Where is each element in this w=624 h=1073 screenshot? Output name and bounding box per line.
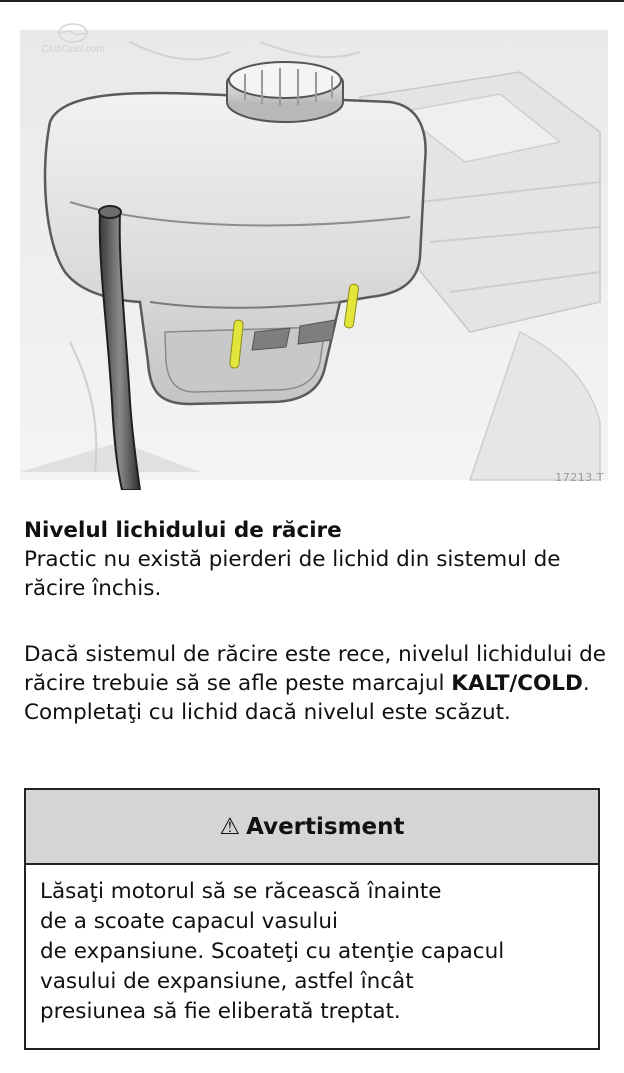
warning-line: Lăsaţi motorul să se răcească înainte bbox=[40, 879, 442, 904]
warning-line: presiunea să fie eliberată treptat. bbox=[40, 999, 401, 1024]
section-heading: Nivelul lichidului de răcire bbox=[24, 518, 342, 543]
warning-box bbox=[24, 788, 600, 1050]
warning-triangle-icon: ⚠ bbox=[219, 813, 241, 840]
reservoir-drawing bbox=[0, 2, 624, 490]
coolant-reservoir-illustration bbox=[0, 2, 624, 490]
intro-paragraph: Practic nu există pierderi de lichid din sistemul de răcire închis. bbox=[24, 547, 561, 601]
kalt-cold-mark: KALT/COLD bbox=[451, 671, 583, 696]
clubopel-watermark bbox=[18, 22, 128, 56]
level-paragraph-end: . Completaţi cu lichid dacă nivelul este scăzut. bbox=[24, 671, 590, 725]
level-paragraph-start: Dacă sistemul de răcire este rece, nivelul lichidului de răcire trebuie să se afle peste marcajul bbox=[24, 642, 607, 696]
warning-body bbox=[26, 865, 598, 1027]
level-paragraph bbox=[24, 640, 609, 727]
figure-code: 17213 T bbox=[555, 471, 604, 484]
warning-line: vasului de expansiune, astfel încât bbox=[40, 969, 414, 994]
warning-line: de a scoate capacul vasului bbox=[40, 909, 338, 934]
coolant-section bbox=[24, 516, 609, 603]
watermark-text: ClubOpel.com bbox=[41, 44, 105, 55]
warning-line: de expansiune. Scoateţi cu atenţie capacul bbox=[40, 939, 505, 964]
clubopel-logo-icon bbox=[18, 22, 128, 56]
warning-title: Avertisment bbox=[246, 813, 405, 840]
warning-header bbox=[26, 790, 598, 865]
